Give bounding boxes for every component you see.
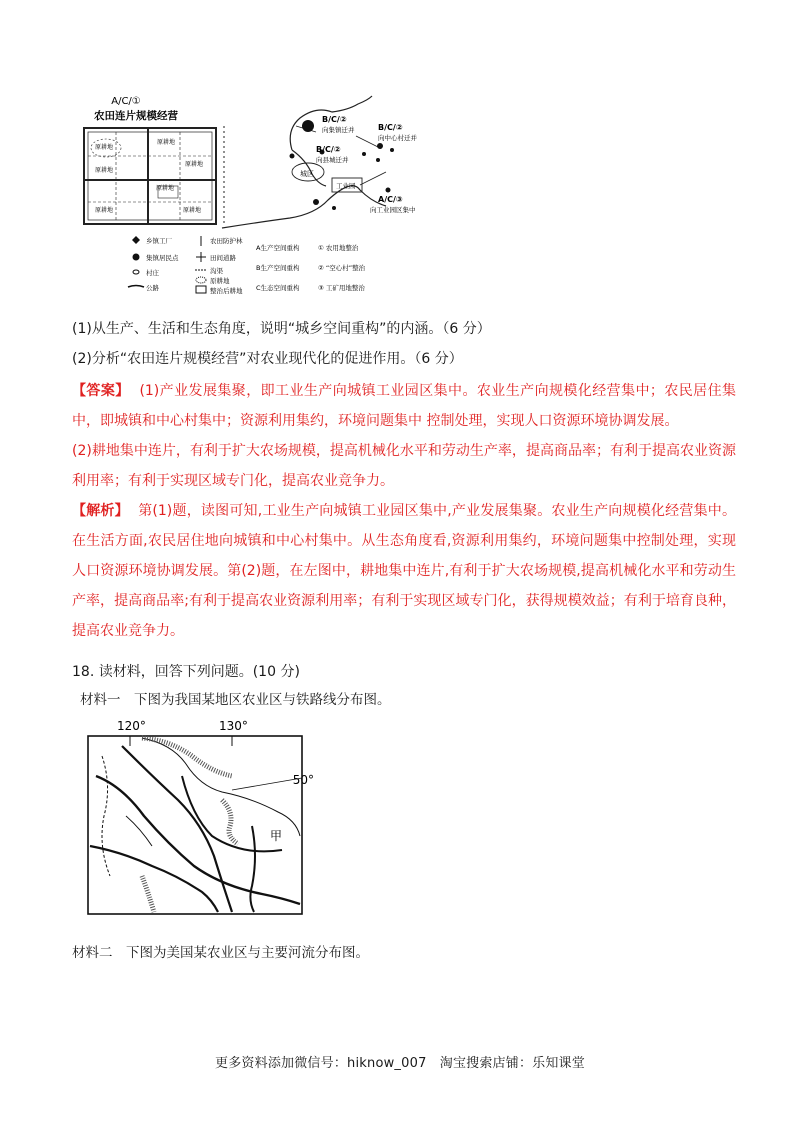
legend-item: 整治后耕地 bbox=[210, 287, 243, 295]
field-road-icon bbox=[196, 252, 206, 262]
material-2: 材料二 下图为美国某农业区与主要河流分布图。 bbox=[72, 945, 369, 961]
legend-item: 田间道路 bbox=[210, 254, 236, 262]
diamond-icon bbox=[132, 236, 140, 244]
question-1: (1)从生产、生活和生态角度，说明“城乡空间重构”的内涵。（6 分） bbox=[72, 321, 491, 337]
location-jia-label: 甲 bbox=[270, 829, 283, 843]
dot-icon bbox=[133, 254, 140, 261]
village-icon bbox=[133, 270, 139, 274]
legend-item: 沟渠 bbox=[210, 267, 223, 275]
field-label: 原耕地 bbox=[156, 139, 176, 146]
field-label: 原耕地 bbox=[182, 207, 202, 214]
question-18-title: 18. 读材料，回答下列问题。(10 分) bbox=[72, 664, 300, 680]
legend-item: 公路 bbox=[146, 284, 159, 292]
farmland-icon bbox=[196, 277, 206, 283]
label-a3-text: 向工业园区集中 bbox=[370, 206, 416, 214]
label-b1-text: 向集镇迁并 bbox=[322, 126, 355, 134]
answer-text-1: (1)产业发展集聚，即工业生产向城镇工业园区集中。农业生产向规模化经营集中；农民居住集中，即城镇和中心村集中；资源利用集约，环境问题集中 控制处理，实现人口资源环境协调发展。 bbox=[72, 383, 737, 429]
field-label: 原耕地 bbox=[94, 144, 114, 151]
legend-item: 农田防护林 bbox=[210, 237, 243, 245]
longitude-130-label: 130° bbox=[219, 719, 248, 733]
answer-part-1 bbox=[72, 376, 736, 436]
label-a3-code: A/C/③ bbox=[378, 195, 403, 204]
spatial-restructuring-figure bbox=[60, 90, 460, 305]
label-b3-code: B/C/② bbox=[316, 145, 341, 154]
label-city: 城区 bbox=[300, 170, 314, 178]
left-label-title: 农田连片规模经营 bbox=[94, 110, 178, 122]
figure-legend bbox=[128, 236, 366, 295]
map-lines bbox=[90, 738, 300, 912]
legend-number: ③ 工矿用地整治 bbox=[318, 284, 365, 292]
label-b2-text: 向中心村迁并 bbox=[378, 134, 417, 142]
legend-item: 原耕地 bbox=[210, 277, 230, 285]
analysis-tag: 【解析】 bbox=[72, 503, 129, 519]
material-1: 材料一 下图为我国某地区农业区与铁路线分布图。 bbox=[80, 692, 391, 708]
answer-tag: 【答案】 bbox=[72, 383, 130, 399]
field-label: 原耕地 bbox=[184, 161, 204, 168]
field-label: 原耕地 bbox=[94, 207, 114, 214]
restructure-map bbox=[222, 96, 386, 228]
field-label: 原耕地 bbox=[94, 167, 114, 174]
legend-item: 集镇居民点 bbox=[146, 254, 179, 262]
road-icon bbox=[128, 286, 144, 288]
legend-code: A生产空间重构 bbox=[256, 244, 300, 252]
analysis-text: 第(1)题，读图可知,工业生产向城镇工业园区集中,产业发展集聚。农业生产向规模化经营集中。在生活方面,农民居住地向城镇和中心村集中。从生态角度看,资源利用集约，环境问题集中控制处理，实现人口资源环境协调发展。第(2)题，在左图中，耕地集中连片,有利于扩大农场规模,提高机械化水平和劳动生产率，提高商品率;有利于提高农业资源利用率；有利于实现区域专门化，获得规模效益；有利于培育良种，提高农业竞争力。 bbox=[72, 503, 737, 639]
agriculture-railway-map bbox=[82, 716, 320, 920]
analysis bbox=[72, 496, 736, 646]
legend-code: C生态空间重构 bbox=[256, 284, 300, 292]
legend-code: B生产空间重构 bbox=[256, 264, 300, 272]
rearranged-farmland-icon bbox=[196, 286, 206, 293]
latitude-50-label: 50° bbox=[292, 773, 314, 787]
left-label-code: A/C/① bbox=[111, 96, 141, 107]
label-b2-code: B/C/② bbox=[378, 123, 403, 132]
legend-item: 乡镇工厂 bbox=[146, 237, 172, 245]
field-label: 原耕地 bbox=[155, 185, 175, 192]
legend-item: 村庄 bbox=[146, 269, 159, 277]
page-footer: 更多资料添加微信号：hiknow_007 淘宝搜索店铺：乐知课堂 bbox=[215, 1056, 585, 1071]
question-2: (2)分析“农田连片规模经营”对农业现代化的促进作用。（6 分） bbox=[72, 351, 463, 367]
longitude-120-label: 120° bbox=[117, 719, 146, 733]
label-b1-code: B/C/② bbox=[322, 115, 347, 124]
legend-number: ② “空心村”整治 bbox=[318, 264, 366, 272]
label-industrial-park: 工业园 bbox=[336, 182, 356, 190]
label-b3-text: 向县城迁并 bbox=[316, 156, 349, 164]
legend-number: ① 农用地整治 bbox=[318, 244, 359, 252]
answer-part-2: (2)耕地集中连片，有利于扩大农场规模，提高机械化水平和劳动生产率，提高商品率；有利于提高农业资源利用率；有利于实现区域专门化，提高农业竞争力。 bbox=[72, 443, 736, 489]
